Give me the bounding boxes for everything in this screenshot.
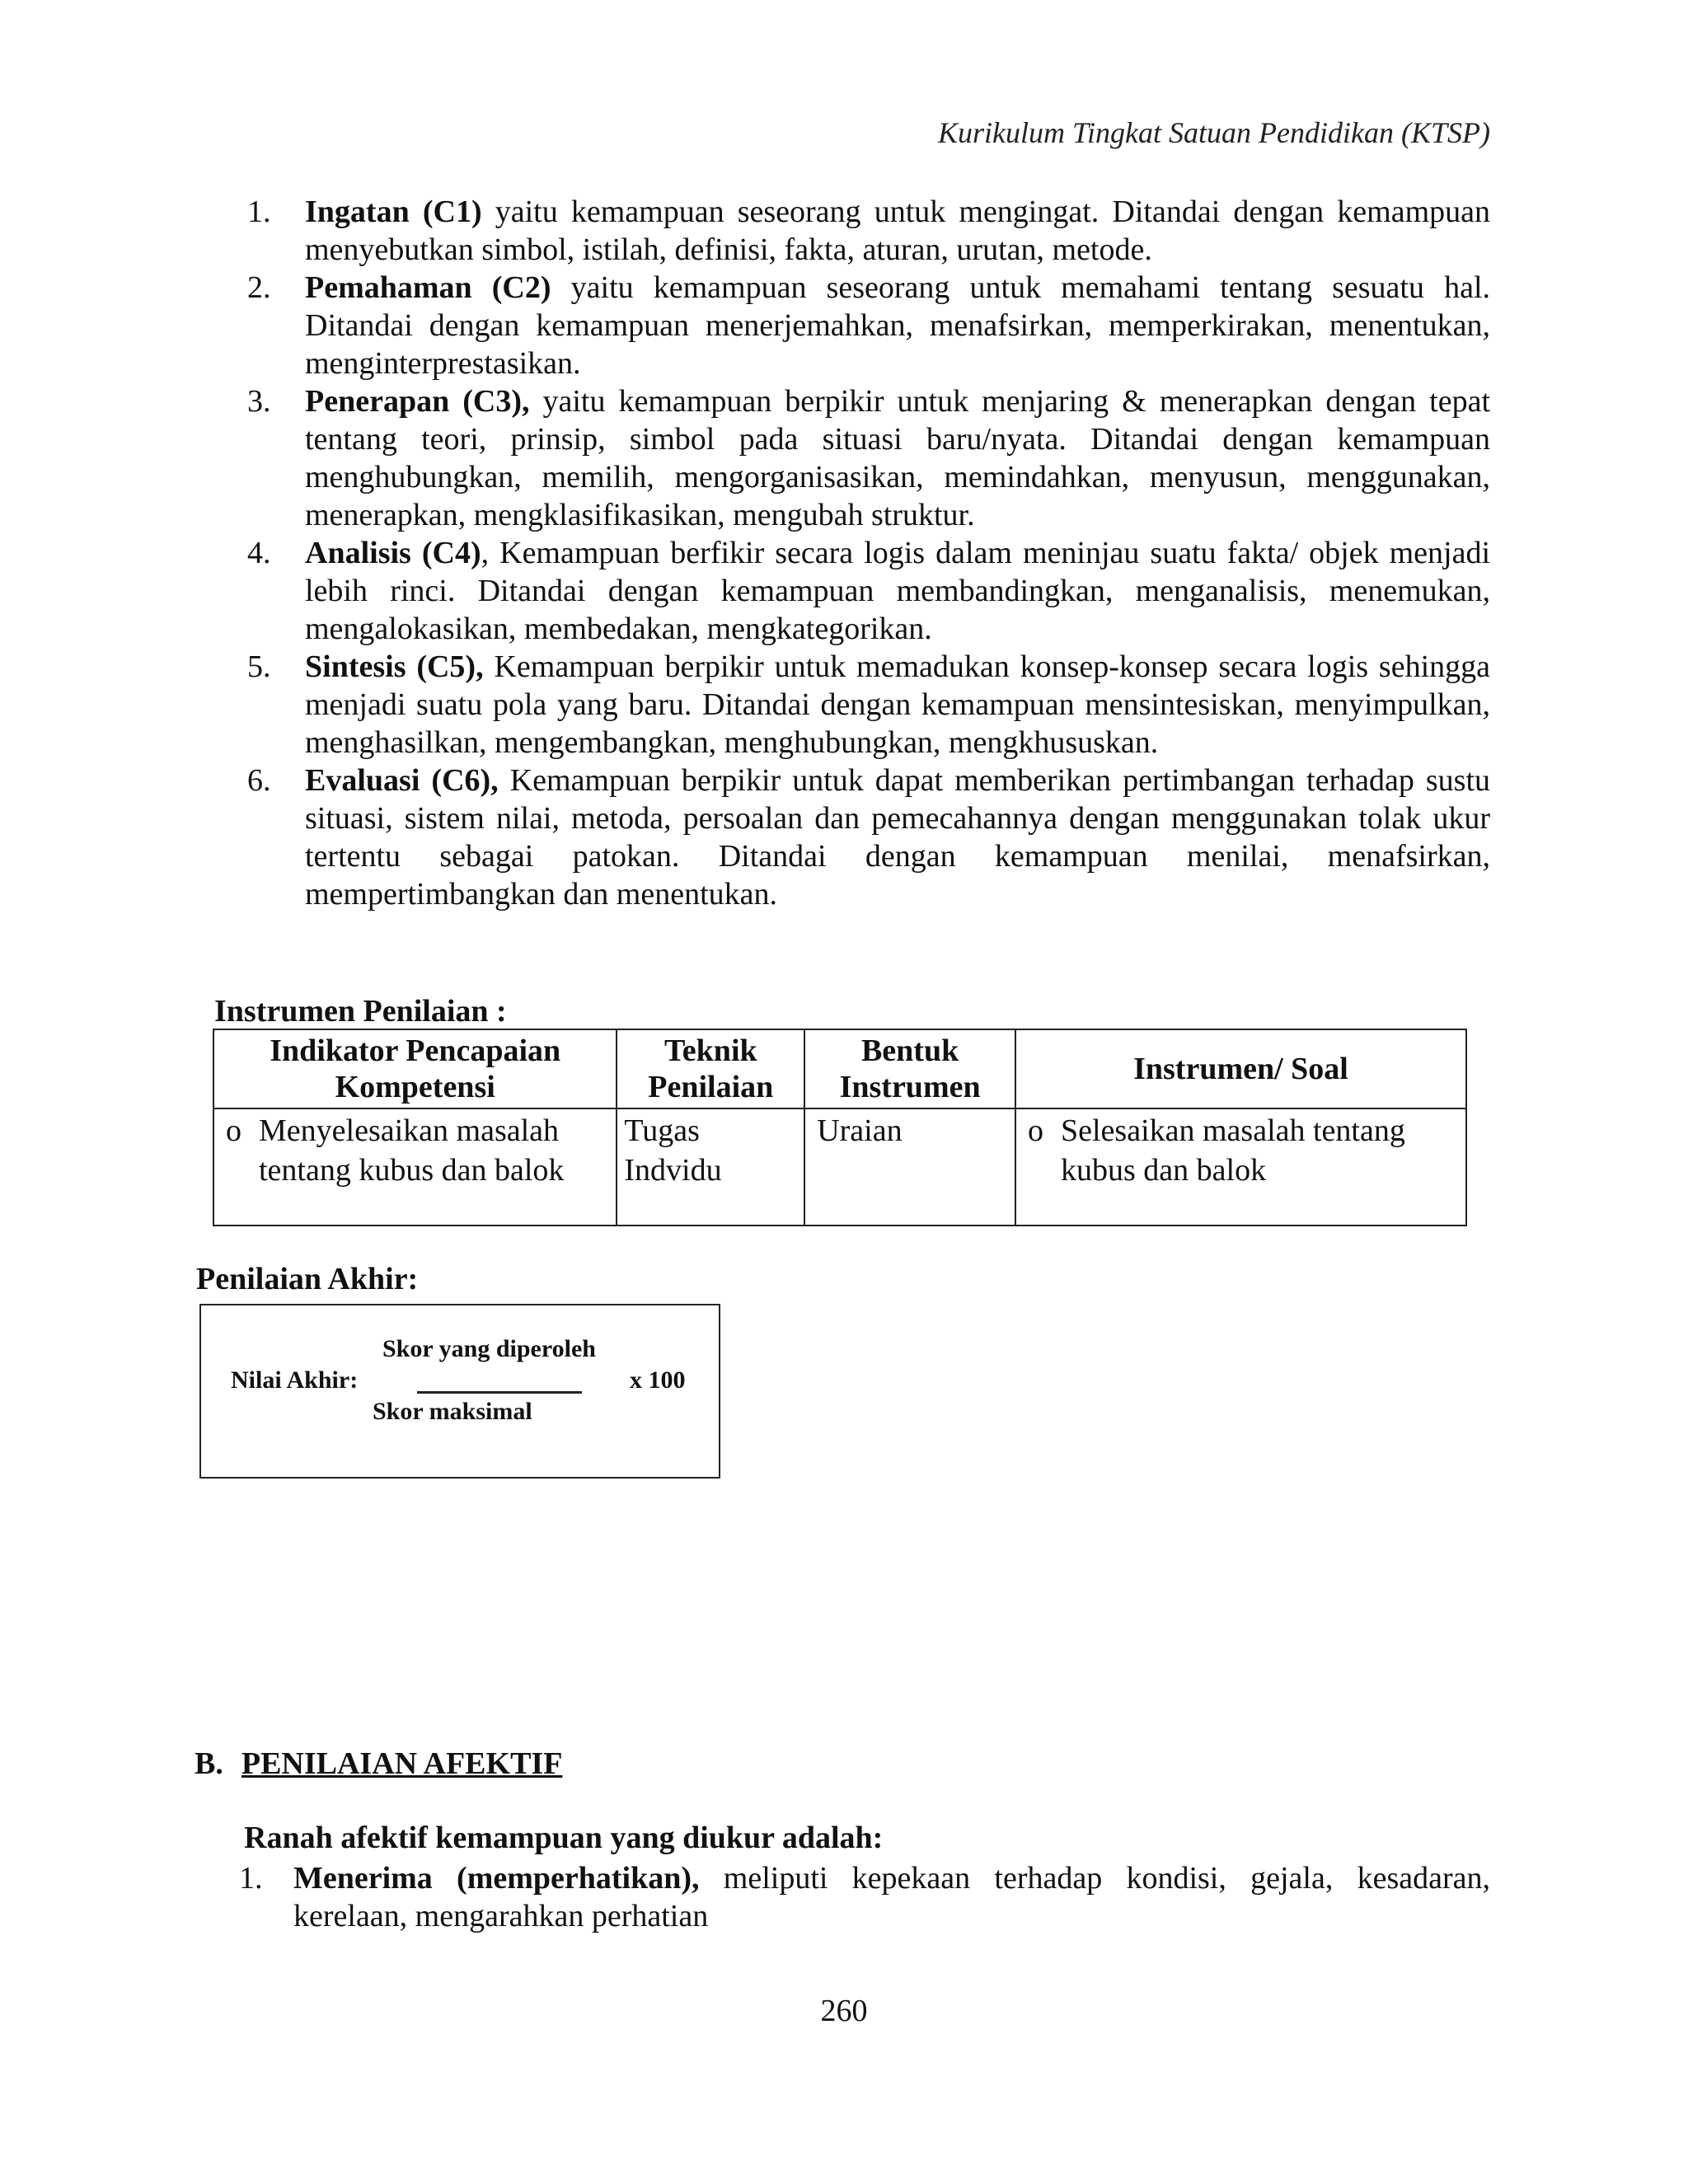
section-letter: B.	[195, 1746, 223, 1781]
formula-denominator: Skor maksimal	[373, 1398, 532, 1425]
cell-text: Uraian	[817, 1113, 903, 1148]
cell-indikator	[213, 1108, 617, 1226]
cell-bentuk	[804, 1108, 1015, 1226]
bullet-circle-icon: o	[1027, 1113, 1043, 1148]
cell-text: Indvidu	[624, 1153, 722, 1188]
penilaian-akhir-title: Penilaian Akhir:	[196, 1262, 419, 1296]
item-number: 3.	[247, 384, 271, 419]
formula-box	[199, 1304, 720, 1479]
item-number: 6.	[247, 763, 271, 798]
list-item	[247, 269, 1490, 382]
table-header-row	[213, 1029, 1466, 1108]
instrumen-title: Instrumen Penilaian :	[214, 994, 507, 1029]
header-text: Kompetensi	[335, 1070, 495, 1104]
item-term: Pemahaman (C2)	[305, 270, 551, 305]
item-text: , Kemampuan berfikir secara logis dalam meninjau suatu fakta/ objek menjadi lebih rinci. Ditandai dengan kemampuan membandingkan, menganalisis, menemukan, mengalokasikan, membedakan, mengkategorikan.	[305, 536, 1491, 646]
item-term: Penerapan (C3),	[305, 384, 530, 419]
bullet-circle-icon: o	[226, 1113, 241, 1148]
item-term: Menerima (memperhatikan),	[293, 1861, 700, 1896]
item-text: yaitu kemampuan seseorang untuk memahami tentang sesuatu hal. Ditandai dengan kemampuan menerjemahkan, menafsirkan, memperkirakan, menentukan, menginterprestasikan.	[305, 270, 1490, 381]
header-teknik	[617, 1029, 804, 1108]
instrumen-table	[213, 1029, 1467, 1226]
cell-soal	[1015, 1108, 1466, 1226]
afektif-intro: Ranah afektif kemampuan yang diukur adalah:	[244, 1821, 884, 1855]
header-text: Instrumen	[839, 1070, 981, 1104]
list-item	[247, 193, 1490, 269]
kognitif-list	[247, 193, 1490, 913]
list-item	[247, 382, 1490, 534]
item-text: yaitu kemampuan seseorang untuk mengingat. Ditandai dengan kemampuan menyebutkan simbol, istilah, definisi, fakta, aturan, urutan, metode.	[305, 194, 1491, 267]
list-item	[247, 534, 1490, 648]
item-text: Kemampuan berpikir untuk dapat memberikan pertimbangan terhadap sustu situasi, sistem nilai, metoda, persoalan dan pemecahannya dengan menggunakan tolak ukur tertentu sebagai patokan. Ditandai dengan kemampuan menilai, menafsirkan, mempertimbangkan dan menentukan.	[305, 763, 1490, 912]
section-heading	[195, 1746, 562, 1782]
header-soal	[1015, 1029, 1466, 1108]
list-item	[247, 762, 1490, 913]
item-term: Analisis (C4)	[305, 536, 481, 570]
section-title: PENILAIAN AFEKTIF	[241, 1746, 563, 1781]
afektif-list	[239, 1859, 1490, 1935]
header-bentuk	[804, 1029, 1015, 1108]
cell-teknik	[617, 1108, 804, 1226]
table-row	[213, 1108, 1466, 1226]
header-text: Teknik	[663, 1033, 757, 1068]
item-term: Sintesis (C5),	[305, 649, 484, 684]
item-number: 4.	[247, 536, 271, 570]
header-text: Bentuk	[860, 1033, 959, 1068]
header-indikator	[213, 1029, 617, 1108]
item-term: Evaluasi (C6),	[305, 763, 499, 798]
cell-text: Menyelesaikan masalah tentang kubus dan balok	[259, 1113, 565, 1188]
item-number: 1.	[239, 1861, 263, 1896]
list-item	[239, 1859, 1490, 1935]
list-item	[247, 648, 1490, 762]
header-text: Penilaian	[648, 1070, 774, 1104]
header-text: Indikator Pencapaian	[270, 1033, 561, 1068]
cell-text: Tugas	[624, 1113, 700, 1148]
running-header: Kurikulum Tingkat Satuan Pendidikan (KTSP)	[938, 116, 1490, 149]
header-text: Instrumen/ Soal	[1133, 1052, 1348, 1086]
formula-label: Nilai Akhir:	[231, 1366, 359, 1394]
item-text: Kemampuan berpikir untuk memadukan konsep-konsep secara logis sehingga menjadi suatu pola yang baru. Ditandai dengan kemampuan mensintesiskan, menyimpulkan, menghasilkan, mengembangkan, menghubungkan, mengkhususkan.	[305, 649, 1490, 760]
page-number: 260	[820, 1994, 868, 2028]
item-term: Ingatan (C1)	[305, 194, 482, 229]
cell-text: Selesaikan masalah tentang kubus dan balok	[1060, 1113, 1405, 1188]
item-number: 1.	[247, 194, 271, 229]
item-text: meliputi kepekaan terhadap kondisi, gejala, kesadaran, kerelaan, mengarahkan perhatian	[293, 1861, 1490, 1933]
item-number: 2.	[247, 270, 271, 305]
formula-numerator: Skor yang diperoleh	[382, 1335, 596, 1362]
item-text: yaitu kemampuan berpikir untuk menjaring & menerapkan dengan tepat tentang teori, prinsip, simbol pada situasi baru/nyata. Ditandai dengan kemampuan menghubungkan, memilih, mengorganisasikan, memindahkan, menyusun, menggunakan, menerapkan, mengklasifikasikan, mengubah struktur.	[305, 384, 1490, 532]
item-number: 5.	[247, 649, 271, 684]
fraction-bar	[417, 1391, 582, 1394]
formula-multiplier: x 100	[630, 1366, 686, 1394]
